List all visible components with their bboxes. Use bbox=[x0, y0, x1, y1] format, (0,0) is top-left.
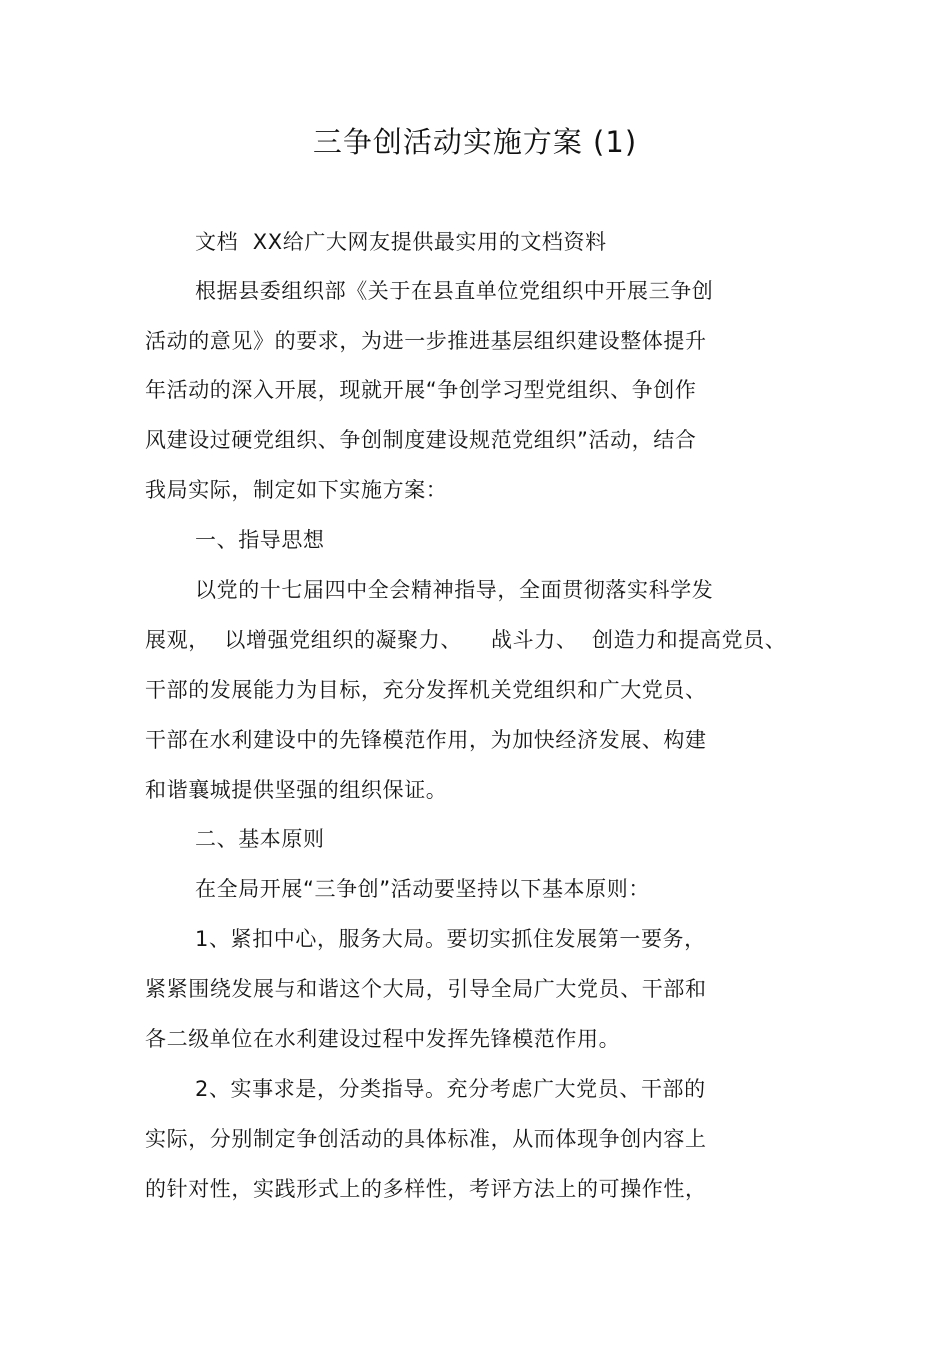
paragraph-line: 1、紧扣中心，服务大局。要切实抓住发展第一要务， bbox=[195, 927, 706, 951]
paragraph-line: 实际，分别制定争创活动的具体标准，从而体现争创内容上 bbox=[145, 1127, 707, 1151]
paragraph-line: 年活动的深入开展，现就开展“争创学习型党组织、争创作 bbox=[145, 378, 697, 402]
paragraph-line: 根据县委组织部《关于在县直单位党组织中开展三争创 bbox=[195, 279, 714, 303]
paragraph-line: 在全局开展“三争创”活动要坚持以下基本原则： bbox=[195, 877, 650, 901]
paragraph-line: 我局实际，制定如下实施方案： bbox=[145, 478, 448, 502]
paragraph-line: 以党的十七届四中全会精神指导，全面贯彻落实科学发 bbox=[195, 578, 714, 602]
document-title: 三争创活动实施方案 (1) bbox=[312, 125, 638, 159]
paragraph-line: 干部在水利建设中的先锋模范作用，为加快经济发展、构建 bbox=[145, 728, 707, 752]
section-heading: 二、基本原则 bbox=[195, 827, 325, 851]
paragraph-line: 干部的发展能力为目标，充分发挥机关党组织和广大党员、 bbox=[145, 678, 707, 702]
paragraph-line: 文档 XX给广大网友提供最实用的文档资料 bbox=[195, 230, 607, 254]
paragraph-line: 紧紧围绕发展与和谐这个大局，引导全局广大党员、干部和 bbox=[145, 977, 707, 1001]
paragraph-line: 和谐襄城提供坚强的组织保证。 bbox=[145, 778, 448, 802]
paragraph-line: 活动的意见》的要求，为进一步推进基层组织建设整体提升 bbox=[145, 329, 707, 353]
paragraph-line: 展观， 以增强党组织的凝聚力、 战斗力、 创造力和提高党员、 bbox=[145, 628, 787, 652]
section-heading: 一、指导思想 bbox=[195, 528, 325, 552]
paragraph-line: 各二级单位在水利建设过程中发挥先锋模范作用。 bbox=[145, 1027, 621, 1051]
paragraph-line: 2、实事求是，分类指导。充分考虑广大党员、干部的 bbox=[195, 1077, 706, 1101]
paragraph-line: 风建设过硬党组织、争创制度建设规范党组织”活动，结合 bbox=[145, 428, 697, 452]
paragraph-line: 的针对性，实践形式上的多样性，考评方法上的可操作性， bbox=[145, 1177, 707, 1201]
